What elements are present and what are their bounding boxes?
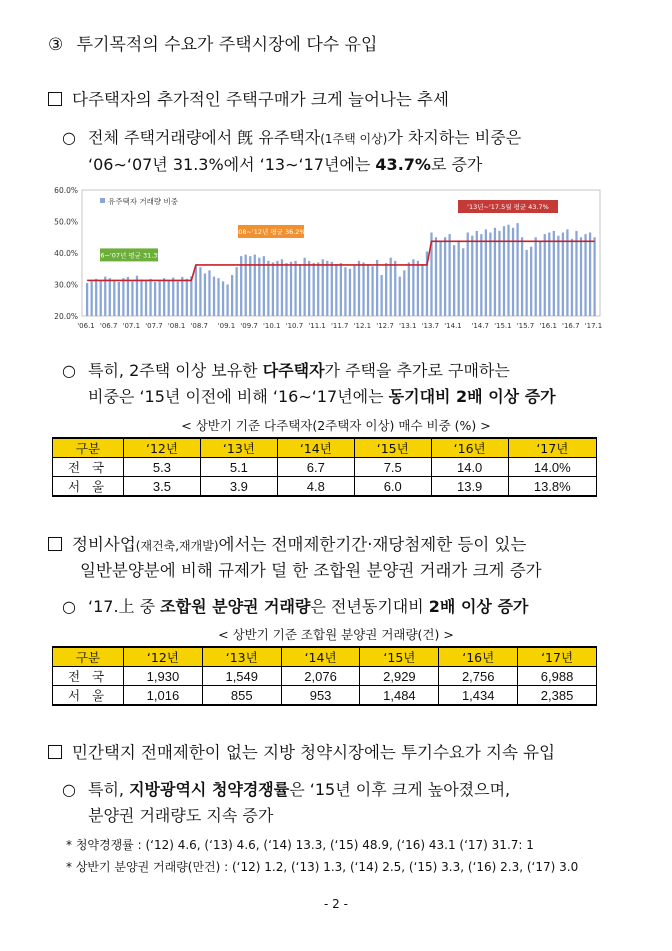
subsection-title-1: 다주택자의 추가적인 주택구매가 크게 늘어나는 추세 xyxy=(48,86,449,110)
bar xyxy=(109,278,111,316)
bar xyxy=(172,278,174,316)
bar xyxy=(462,248,464,316)
bar xyxy=(448,234,450,316)
bar xyxy=(421,264,423,316)
footnote: * 청약경쟁률 : (‘12) 4.6, (‘13) 4.6, (‘14) 13.3, (‘15) 48.9, (‘16) 43.1 (‘17) 31.7: 1 xyxy=(66,838,534,852)
table-header-cell: ‘16년 xyxy=(431,438,508,458)
x-tick-label: '16.7 xyxy=(562,322,580,330)
bullet-line: ○ ‘17.上 중 조합원 분양권 거래량은 전년동기대비 2배 이상 증가 xyxy=(62,597,529,616)
bar xyxy=(394,261,396,316)
bar xyxy=(417,261,419,316)
bar xyxy=(390,258,392,316)
bar xyxy=(458,240,460,316)
bar xyxy=(435,237,437,316)
table-cell: 13.9 xyxy=(431,477,508,497)
table-cell: 4.8 xyxy=(277,477,354,497)
y-tick-label: 20.0% xyxy=(54,312,78,321)
table-cell: 3.9 xyxy=(200,477,277,497)
legend-swatch xyxy=(100,198,105,203)
bar xyxy=(526,250,528,316)
subsection-title-2: 정비사업(재건축,재개발)에서는 전매제한기간·재당첨제한 등이 있는 xyxy=(48,531,526,555)
bar xyxy=(557,236,559,316)
bar xyxy=(95,279,97,316)
bar xyxy=(503,226,505,316)
bar xyxy=(385,263,387,316)
bar xyxy=(222,281,224,316)
bar xyxy=(439,242,441,316)
table-header-cell: ‘13년 xyxy=(202,647,281,667)
bar xyxy=(213,277,215,316)
table-cell: 2,756 xyxy=(439,667,518,686)
bar xyxy=(226,285,228,317)
bar xyxy=(444,237,446,316)
table-cell: 5.1 xyxy=(200,458,277,477)
table-cell: 6.7 xyxy=(277,458,354,477)
bar xyxy=(258,258,260,316)
bar xyxy=(113,280,115,316)
table-cell: 953 xyxy=(281,686,360,706)
x-tick-label: '13.7 xyxy=(421,322,440,330)
table-row xyxy=(53,667,597,686)
bar xyxy=(344,267,346,316)
bar xyxy=(340,263,342,316)
table-cell: 14.0% xyxy=(508,458,596,477)
table-header-cell: ‘15년 xyxy=(354,438,431,458)
y-tick-label: 60.0% xyxy=(54,186,78,195)
bar xyxy=(122,278,124,316)
table-row-header: 전 국 xyxy=(53,667,124,686)
bar xyxy=(403,270,405,316)
table-row-header: 서 울 xyxy=(53,477,124,497)
bar xyxy=(149,279,151,316)
table-header-row xyxy=(53,647,597,667)
bullet-line-continued: 분양권 거래량도 지속 증가 xyxy=(88,806,274,825)
table-header-cell: ‘16년 xyxy=(439,647,518,667)
bar xyxy=(571,239,573,316)
bar xyxy=(485,229,487,316)
bar xyxy=(245,255,247,316)
x-tick-label: '14.7 xyxy=(471,322,489,330)
table-cell: 1,484 xyxy=(360,686,439,706)
y-tick-label: 30.0% xyxy=(54,280,78,290)
bar xyxy=(267,261,269,316)
bar xyxy=(159,280,161,316)
bar xyxy=(412,259,414,316)
bar xyxy=(589,233,591,316)
x-tick-label: '12.7 xyxy=(376,322,394,330)
bar xyxy=(553,231,555,316)
table-caption: < 상반기 기준 다주택자(2주택자 이상) 매수 비중 (%) > xyxy=(181,418,491,433)
bar xyxy=(272,262,274,316)
x-tick-label: '09.1 xyxy=(217,322,236,330)
circle-bullet-icon: ○ xyxy=(62,128,76,147)
table-header-cell: 구분 xyxy=(53,438,124,458)
bar xyxy=(584,234,586,316)
bar xyxy=(154,282,156,316)
table-header-cell: ‘17년 xyxy=(508,438,596,458)
bar xyxy=(535,237,537,316)
data-table-1 xyxy=(52,437,597,497)
checkbox-square-icon xyxy=(48,92,62,106)
table-cell: 5.3 xyxy=(124,458,201,477)
table-cell: 14.0 xyxy=(431,458,508,477)
bar xyxy=(163,278,165,316)
bar xyxy=(199,267,201,316)
bar xyxy=(566,229,568,316)
bar xyxy=(453,245,455,316)
checkbox-square-icon xyxy=(48,537,62,551)
bar xyxy=(236,267,238,316)
bar xyxy=(177,281,179,316)
x-tick-label: '16.1 xyxy=(539,322,557,330)
bar xyxy=(489,233,491,316)
bar xyxy=(371,266,373,316)
table-cell: 1,434 xyxy=(439,686,518,706)
circle-bullet-icon: ○ xyxy=(62,361,76,380)
table-header-cell: ‘17년 xyxy=(518,647,597,667)
bar xyxy=(140,279,142,316)
table-header-cell: ‘14년 xyxy=(281,647,360,667)
table-cell: 6,988 xyxy=(518,667,597,686)
table-header-row xyxy=(53,438,597,458)
bar xyxy=(539,242,541,316)
checkbox-square-icon xyxy=(48,745,62,759)
bullet-line-continued: ‘06∼‘07년 31.3%에서 ‘13∼‘17년에는 43.7%로 증가 xyxy=(88,155,483,174)
bar xyxy=(104,277,106,316)
section-heading xyxy=(48,30,377,55)
bar xyxy=(358,261,360,316)
table-row-header: 서 울 xyxy=(53,686,124,706)
x-tick-label: '11.7 xyxy=(330,322,349,330)
table-cell: 1,549 xyxy=(202,667,281,686)
bar xyxy=(91,281,93,316)
bullet-line: ○ 특히, 2주택 이상 보유한 다주택자가 주택을 추가로 구매하는 xyxy=(62,361,510,380)
bar xyxy=(303,258,305,316)
x-tick-label: '07.1 xyxy=(122,322,141,330)
bullet-line: ○ 전체 주택거래량에서 旣 유주택자(1주택 이상)가 차지하는 비중은 xyxy=(62,128,522,147)
bar xyxy=(335,264,337,316)
legend-label: 유주택자 거래량 비중 xyxy=(108,197,178,206)
bar xyxy=(593,237,595,316)
x-tick-label: '06.1 xyxy=(77,322,95,330)
bar xyxy=(294,261,296,316)
table-cell: 855 xyxy=(202,686,281,706)
table-cell: 3.5 xyxy=(124,477,201,497)
x-tick-label: '10.7 xyxy=(285,322,304,330)
table-cell: 1,016 xyxy=(124,686,203,706)
bar xyxy=(317,262,319,316)
bar xyxy=(544,234,546,316)
average-label: '08~'12년 평균 36.2% xyxy=(236,227,306,236)
bar xyxy=(349,269,351,316)
x-tick-label: '15.7 xyxy=(516,322,535,330)
y-tick-label: 50.0% xyxy=(54,217,78,227)
bar xyxy=(530,247,532,316)
table-cell: 2,929 xyxy=(360,667,439,686)
bar xyxy=(127,277,129,316)
table-row xyxy=(53,477,597,497)
bar xyxy=(231,275,233,316)
bar xyxy=(181,277,183,316)
bar xyxy=(100,281,102,316)
table-row xyxy=(53,686,597,706)
bullet-line-continued: 비중은 ‘15년 이전에 비해 ‘16∼‘17년에는 동기대비 2배 이상 증가 xyxy=(88,387,556,406)
bar xyxy=(471,236,473,316)
bar xyxy=(516,223,518,316)
table-cell: 7.5 xyxy=(354,458,431,477)
bar xyxy=(285,263,287,316)
bar xyxy=(281,259,283,316)
bar xyxy=(313,263,315,316)
bar xyxy=(548,233,550,316)
table-cell: 1,930 xyxy=(124,667,203,686)
bar xyxy=(204,273,206,316)
x-tick-label: '10.1 xyxy=(263,322,281,330)
bar xyxy=(507,225,509,316)
bar xyxy=(331,262,333,316)
bar xyxy=(376,260,378,316)
bar xyxy=(131,281,133,316)
bar-chart xyxy=(48,182,608,342)
data-table-2 xyxy=(52,646,597,706)
table-header-cell: ‘14년 xyxy=(277,438,354,458)
bar xyxy=(362,262,364,316)
bar xyxy=(290,262,292,316)
bar xyxy=(118,282,120,316)
bar xyxy=(480,234,482,316)
circle-bullet-icon: ○ xyxy=(62,780,76,799)
table-cell: 2,076 xyxy=(281,667,360,686)
x-tick-label: '07.7 xyxy=(145,322,163,330)
bar xyxy=(217,278,219,316)
bar xyxy=(326,261,328,316)
y-tick-label: 40.0% xyxy=(54,249,78,258)
x-tick-label: '06.7 xyxy=(99,322,118,330)
x-tick-label: '14.1 xyxy=(444,322,462,330)
bar xyxy=(575,231,577,316)
bar xyxy=(136,276,138,316)
footnote: * 상반기 분양권 거래량(만건) : (‘12) 1.2, (‘13) 1.3, (‘14) 2.5, (‘15) 3.3, (‘16) 2.3, (‘17) 3.0 xyxy=(66,860,579,874)
section-heading-text: 투기목적의 수요가 주택시장에 다수 유입 xyxy=(76,35,378,55)
subsection-title-3: 민간택지 전매제한이 없는 지방 청약시장에는 투기수요가 지속 유입 xyxy=(48,739,555,763)
table-header-cell: 구분 xyxy=(53,647,124,667)
bar xyxy=(276,261,278,316)
bar xyxy=(498,231,500,316)
x-tick-label: '09.7 xyxy=(240,322,258,330)
bar xyxy=(195,266,197,316)
subsection-title-2-continued: 일반분양분에 비해 규제가 덜 한 조합원 분양권 거래가 크게 증가 xyxy=(80,561,542,580)
table-header-cell: ‘15년 xyxy=(360,647,439,667)
bar xyxy=(308,261,310,316)
bar xyxy=(367,264,369,316)
bar xyxy=(580,237,582,316)
table-cell: 2,385 xyxy=(518,686,597,706)
bar xyxy=(145,281,147,316)
table-caption: < 상반기 기준 조합원 분양권 거래량(건) > xyxy=(218,627,454,642)
x-tick-label: '13.1 xyxy=(398,322,417,330)
bar xyxy=(562,233,564,316)
x-tick-label: '08.1 xyxy=(167,322,186,330)
x-tick-label: '17.1 xyxy=(584,322,603,330)
bar xyxy=(408,262,410,316)
table-cell: 6.0 xyxy=(354,477,431,497)
circle-bullet-icon: ○ xyxy=(62,597,76,616)
bar xyxy=(521,237,523,316)
bullet-line: ○ 특히, 지방광역시 청약경쟁률은 ‘15년 이후 크게 높아졌으며, xyxy=(62,780,511,799)
bar xyxy=(186,279,188,316)
x-tick-label: '08.7 xyxy=(190,322,209,330)
x-tick-label: '11.1 xyxy=(308,322,326,330)
table-header-cell: ‘12년 xyxy=(124,438,201,458)
x-tick-label: '12.1 xyxy=(353,322,372,330)
table-cell: 13.8% xyxy=(508,477,596,497)
bar xyxy=(190,276,192,316)
bar xyxy=(86,283,88,316)
section-number: ③ xyxy=(48,35,64,55)
bar xyxy=(208,270,210,316)
average-label: '13년~'17.5월 평균 43.7% xyxy=(467,203,549,211)
average-label: '06~'07년 평균 31.3% xyxy=(94,251,164,260)
bar xyxy=(168,280,170,316)
table-header-cell: ‘12년 xyxy=(124,647,203,667)
bar xyxy=(467,233,469,316)
bar xyxy=(299,264,301,316)
bar xyxy=(322,259,324,316)
page-number: - 2 - xyxy=(324,897,348,911)
bar xyxy=(399,277,401,316)
bar xyxy=(353,266,355,316)
table-row xyxy=(53,458,597,477)
bar xyxy=(476,231,478,316)
table-row-header: 전 국 xyxy=(53,458,124,477)
bar xyxy=(254,255,256,316)
x-tick-label: '15.1 xyxy=(494,322,512,330)
bar xyxy=(381,275,383,316)
table-header-cell: ‘13년 xyxy=(200,438,277,458)
